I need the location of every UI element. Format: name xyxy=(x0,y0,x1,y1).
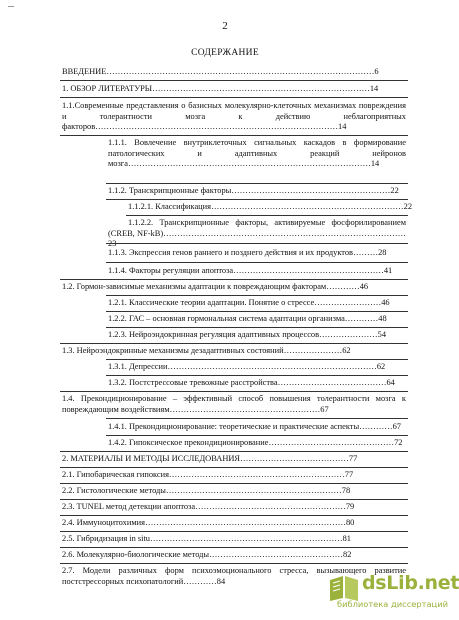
toc-separator xyxy=(106,359,408,360)
toc-entry-1-1-2-1[interactable]: 1.1.2.1. Классификация……………………………………………………………22 xyxy=(128,202,413,211)
toc-entry-1-1-2[interactable]: 1.1.2. Транскрипционные факторы…………………………………………………22 xyxy=(108,186,399,195)
toc-entry-1-2-2[interactable]: 1.2.2. ГАС – основная гормональная система адаптации организма…………48 xyxy=(108,314,387,323)
toc-entry-2-4[interactable]: 2.4. Иммуноцитохимия………………………………………………………………80 xyxy=(62,518,355,527)
toc-entry-1-2-3[interactable]: 1.2.3. Нейроэндокринная регуляция адаптивных процессов…………………54 xyxy=(108,330,387,339)
toc-entry-2-1[interactable]: 2.1. Гипобарическая гипоксия………………………………………………………77 xyxy=(62,470,354,479)
toc-separator xyxy=(126,215,408,216)
toc-entry-2-6[interactable]: 2.6. Молекулярно-биологические методы…………………………………………82 xyxy=(62,550,352,559)
toc-entry-1-4[interactable]: 1.4. Прекондиционирование – эффективный способ повышения толерантности мозга к повреждающим воздействиям………………………………………………67 xyxy=(62,394,406,414)
toc-separator xyxy=(106,199,408,200)
toc-entry-1-1-3[interactable]: 1.1.3. Экспрессия генов раннего и позднего действия и их продуктов………28 xyxy=(108,248,387,257)
watermark-brand: dsLib.net xyxy=(362,572,459,594)
toc-separator xyxy=(106,327,408,328)
toc-separator xyxy=(60,563,408,564)
toc-entry-1-3-1[interactable]: 1.3.1. Депрессии…………………………………………………………………62 xyxy=(108,362,386,371)
toc-entry-1-2[interactable]: 1.2. Гормон-зависимые механизмы адаптации к повреждающим факторам…………46 xyxy=(62,282,369,291)
toc-entry-1-3-2[interactable]: 1.3.2. Постстрессовые тревожные расстройства…………………………………64 xyxy=(108,378,395,387)
toc-entry-1-1-4[interactable]: 1.1.4. Факторы регуляции апоптоза………………………………………………41 xyxy=(108,266,393,275)
toc-entry-2-7[interactable]: 2.7. Модели различных форм психоэмоционального стресса, вызывающего развитие постстрессорных психопатологий…………84 xyxy=(62,566,406,586)
toc-separator xyxy=(106,435,408,436)
toc-entry-2[interactable]: 2. МАТЕРИАЛЫ И МЕТОДЫ ИССЛЕДОВАНИЯ…………………………………77 xyxy=(62,454,358,463)
toc-entry-1[interactable]: 1. ОБЗОР ЛИТЕРАТУРЫ……………………………………………………………………14 xyxy=(62,84,379,93)
toc-entry-1-3[interactable]: 1.3. Нейроэндокринные механизмы дезадаптивных состояний…………………62 xyxy=(62,346,351,355)
toc-separator xyxy=(60,547,408,548)
toc-entry-2-5[interactable]: 2.5. Гибридизация in situ……………………………………………………………81 xyxy=(62,534,351,543)
toc-title: СОДЕРЖАНИЕ xyxy=(191,48,259,58)
toc-entry-1-4-2[interactable]: 1.4.2. Гипоксическое прекондиционирование………………………………………72 xyxy=(108,438,403,447)
toc-separator xyxy=(60,135,408,136)
dslib-watermark xyxy=(328,572,459,616)
toc-separator xyxy=(60,391,408,392)
toc-entry-2-3[interactable]: 2.3. TUNEL метод детекции апоптоза………………………………………………79 xyxy=(62,502,355,511)
toc-entry-1-1-1[interactable]: 1.1.1. Вовлечение внутриклеточных сигнальных каскадов в формирование патологических и адаптивных реакций нейронов мозга……………………………………………………………………………14 xyxy=(108,138,406,168)
page-number: 2 xyxy=(222,20,228,32)
toc-separator xyxy=(60,515,408,516)
toc-entry-1-2-1[interactable]: 1.2.1. Классические теории адаптации. Понятие о стрессе……………………46 xyxy=(108,298,390,307)
toc-separator xyxy=(60,80,408,81)
toc-entry-1-4-1[interactable]: 1.4.1. Прекондиционирование: теоретические и практические аспекты…………67 xyxy=(108,422,401,431)
toc-entry-1-1-2-2[interactable]: 1.1.2.2. Транскрипционные факторы, активируемые фосфорилированием (CREB, NF-kB)…………………………………………………………………………… xyxy=(108,218,406,238)
toc-separator xyxy=(106,243,408,244)
toc-separator xyxy=(106,418,408,419)
toc-separator xyxy=(60,343,408,344)
toc-entry-2-2[interactable]: 2.2. Гистологические методы………………………………………………………78 xyxy=(62,486,351,495)
toc-separator xyxy=(60,499,408,500)
toc-separator xyxy=(106,183,408,184)
toc-separator xyxy=(106,262,408,263)
book-icon xyxy=(328,574,360,602)
watermark-subtitle: библиотека диссертаций xyxy=(336,599,448,609)
toc-separator xyxy=(60,97,408,98)
toc-separator xyxy=(60,483,408,484)
toc-separator xyxy=(106,311,408,312)
toc-separator xyxy=(60,531,408,532)
toc-entry-1-1[interactable]: 1.1.Современные представления о базисных молекулярно-клеточных механизмах повреждения и толерантности мозга к действию неблагоприятных факторов……………………………………………………………………………14 xyxy=(62,101,406,131)
toc-separator xyxy=(60,279,408,280)
toc-entry-introduction[interactable]: ВВЕДЕНИЕ……………………………………………………………………………………6 xyxy=(62,67,379,76)
toc-separator xyxy=(106,295,408,296)
toc-separator xyxy=(60,451,408,452)
toc-separator xyxy=(60,467,408,468)
toc-separator xyxy=(106,375,408,376)
